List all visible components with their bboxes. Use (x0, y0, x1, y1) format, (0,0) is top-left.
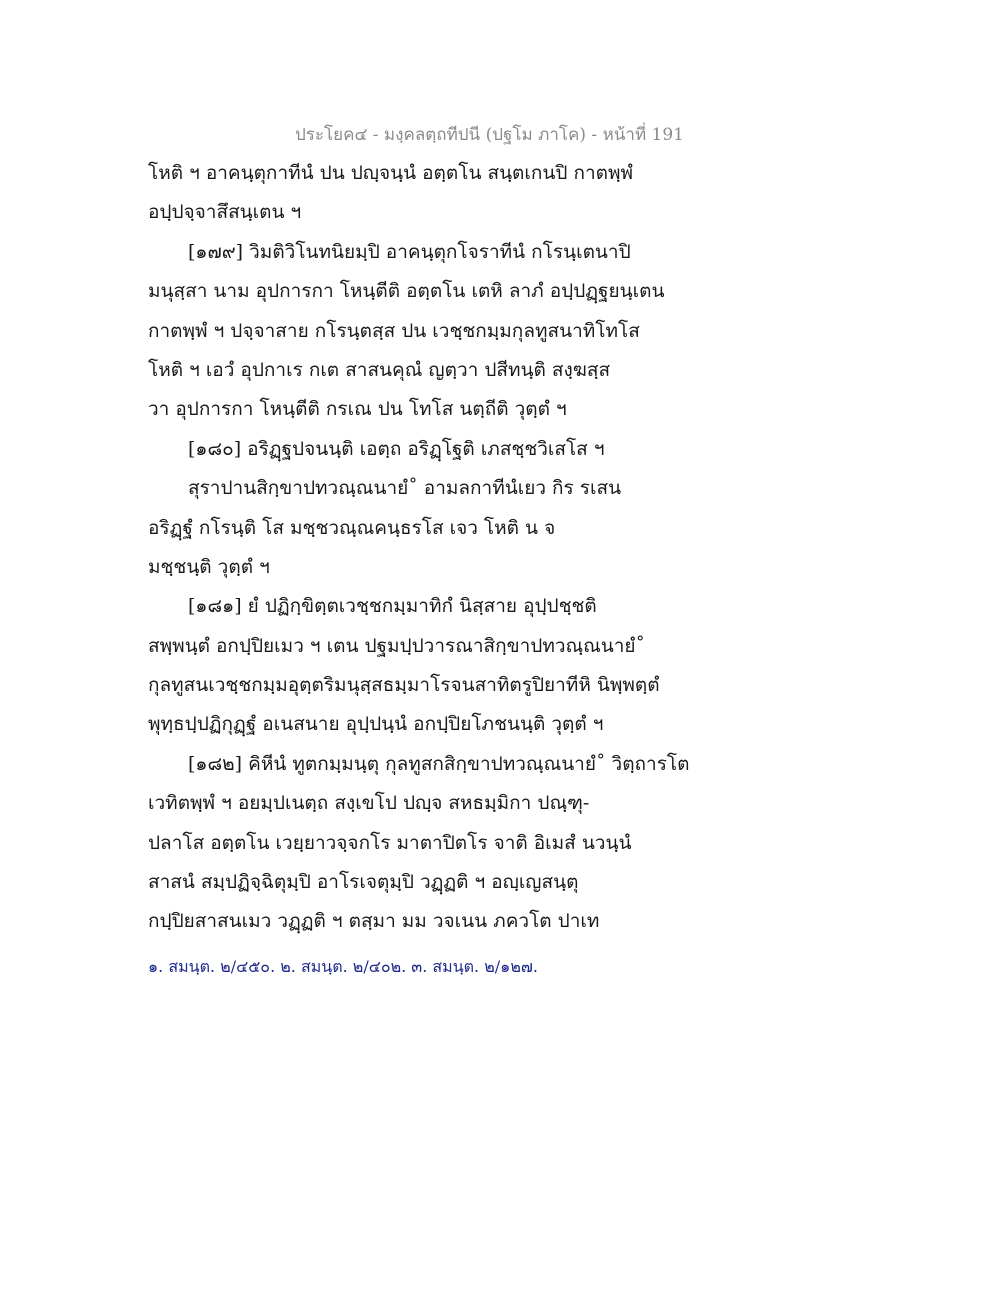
text-line: วา อุปการกา โหนฺตีติ กรเณ ปน โทโส นตฺถีติ วุตฺตํ ฯ (148, 398, 567, 421)
text-line: อปฺปจฺจาสึสนฺเตน ฯ (148, 201, 302, 224)
text-line: โหติ ฯ เอวํ อุปกาเร กเต สาสนคุณํ ญตฺวา ปสีทนฺติ สงฺฆสฺส (148, 358, 611, 381)
text-line: กุลทูสนเวชฺชกมฺมอุตฺตริมนุสฺสธมฺมาโรจนสาทิตรูปิยาทีหิ นิพฺพตฺตํ (148, 674, 660, 697)
text-line: มนุสฺสา นาม อุปการกา โหนฺตีติ อตฺตโน เตหิ ลาภํ อปฺปฏฺฐยนฺเตน (148, 280, 665, 303)
text-line: เวทิตพฺพํ ฯ อยมฺปเนตฺถ สงฺเขโป ปญฺจ สหธมฺมิกา ปณฺฑุ- (148, 792, 590, 815)
text-line: สาสนํ สมฺปฏิจฺฉิตุมฺปิ อาโรเจตุมฺปิ วฏฺฏติ ฯ อญฺเญสนฺตุ (148, 871, 579, 894)
paragraph-182-start: [๑๘๒] คิหีนํ ทูตกมฺมนฺตุ กุลทูสกสิกฺขาปทวณฺณนายํ˚ วิตฺถารโต (188, 752, 690, 775)
text-line: โหติ ฯ อาคนฺตุกาทีนํ ปน ปญฺจนฺนํ อตฺตโน สนฺตเกนปิ กาตพฺพํ (148, 162, 634, 184)
paragraph-180-start: [๑๘๐] อริฏฺฐปจนนฺติ เอตฺถ อริฏฺโฐติ เภสชฺชวิเสโส ฯ (188, 437, 605, 460)
text-line: อริฏฺฐํ กโรนฺติ โส มชฺชวณฺณคนฺธรโส เจว โหติ น จ (148, 516, 556, 539)
running-header: ประโยค๔ - มงฺคลตฺถทีปนี (ปฐโม ภาโค) - หน้าที่ 191 (295, 125, 684, 145)
text-line: ปลาโส อตฺตโน เวยฺยาวจฺจกโร มาตาปิตโร จาติ อิเมสํ นวนฺนํ (148, 831, 632, 854)
text-line: สุราปานสิกฺขาปทวณฺณนายํ˚ อามลกาทีนํเยว กิร รเสน (188, 477, 622, 500)
text-line: มชฺชนฺติ วุตฺตํ ฯ (148, 555, 270, 578)
text-line: สพฺพนฺตํ อกปฺปิยเมว ฯ เตน ปฐมปฺปวารณาสิกฺขาปทวณฺณนายํ˚ (148, 634, 646, 657)
text-line: กปฺปิยสาสนเมว วฏฺฏติ ฯ ตสฺมา มม วจเนน ภควโต ปาเท (148, 910, 600, 933)
text-line: พุทฺธปฺปฏิกุฏฺฐํ อเนสนาย อุปฺปนฺนํ อกปฺปิยโภชนนฺติ วุตฺตํ ฯ (148, 713, 604, 736)
paragraph-179-start: [๑๗๙] วิมติวิโนทนิยมฺปิ อาคนฺตุกโจราทีนํ กโรนฺเตนาปิ (188, 240, 631, 263)
body-text (148, 154, 708, 942)
footnotes: ๑. สมนฺต. ๒/๔๕๐. ๒. สมนฺต. ๒/๔๐๒. ๓. สมนฺต. ๒/๑๒๗. (148, 957, 538, 976)
paragraph-181-start: [๑๘๑] ยํ ปฏิกฺขิตฺตเวชฺชกมฺมาทิกํ นิสฺสาย อุปฺปชฺชติ (188, 595, 597, 618)
text-line: กาตพฺพํ ฯ ปจฺจาสาย กโรนฺตสฺส ปน เวชฺชกมฺมกุลทูสนาทิโทโส (148, 319, 640, 342)
